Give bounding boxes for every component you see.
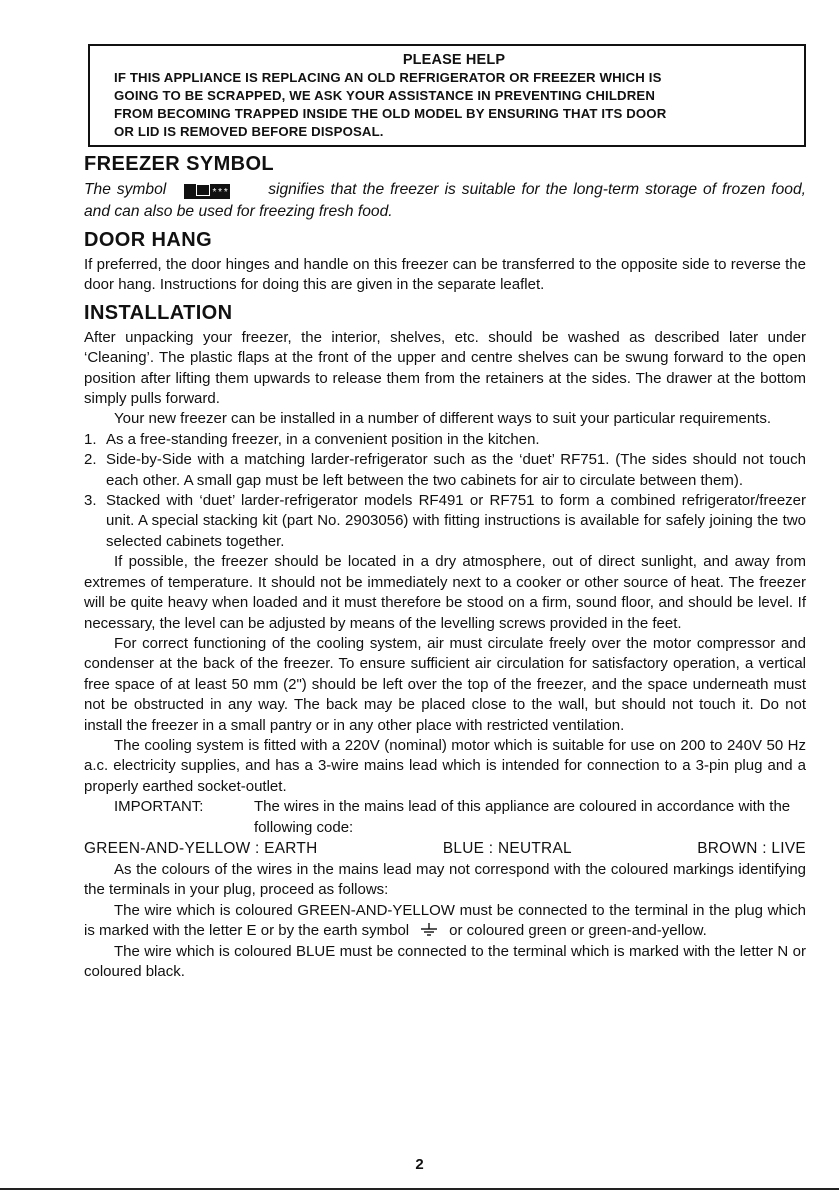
installation-paragraph: For correct functioning of the cooling system, air must circulate freely over the motor compressor and condenser at the back of the freezer. To ensure sufficient air circulation for satisfactory operation, a vertical free space of at least 50 mm (2") should be left over the top of the freezer, and the space underneath must not be obstructed in any way. The back may be placed close to the wall, but should not touch it. Do not install the freezer in a small pantry or in any other place with restricted ventilation. [84,634,806,734]
notice-line: FROM BECOMING TRAPPED INSIDE THE OLD MODEL BY ENSURING THAT ITS DOOR [114,106,667,121]
installation-paragraph: After unpacking your freezer, the interior, shelves, etc. should be washed as described later under ‘Cleaning’. The plastic flaps at the front of the upper and centre shelves can be swung forward to the open position after lifting them upwards to release them from the retainers at the sides. The drawer at the bottom simply pulls forward. [84,328,806,408]
symbol-pre-text: The symbol [84,181,167,198]
freezer-square-icon [196,184,210,196]
notice-line: IF THIS APPLIANCE IS REPLACING AN OLD REFRIGERATOR OR FREEZER WHICH IS [114,70,662,85]
four-star-freezer-icon [184,184,230,199]
list-number: 1. [84,430,97,448]
page-number: 2 [415,1156,424,1173]
installation-options-list [84,430,806,552]
list-item [84,430,806,450]
notice-line: GOING TO BE SCRAPPED, WE ASK YOUR ASSISTANCE IN PREVENTING CHILDREN [114,88,656,103]
list-item [84,491,806,552]
important-text: The wires in the mains lead of this appliance are coloured in accordance with the following code: [254,798,791,836]
code-neutral: BLUE : NEUTRAL [442,839,572,857]
installation-paragraph: If possible, the freezer should be located in a dry atmosphere, out of direct sunlight, and away from extremes of temperature. It should not be immediately next to a cooker or other source of heat. The freezer will be quite heavy when loaded and it must therefore be stood on a firm, sound floor, and should be level. If necessary, the level can be adjusted by means of the levelling screws provided in the feet. [84,553,806,632]
list-number: 3. [84,492,97,510]
earth-text-pre: The wire which is coloured GREEN-AND-YELLOW must be connected to the terminal in the plug which is marked with the letter E or by the earth symbol [84,901,806,940]
important-label: IMPORTANT: [114,798,204,816]
freezer-symbol-text [84,179,806,223]
code-live: BROWN : LIVE [697,839,806,857]
earth-wire-paragraph [84,901,806,942]
list-text: Side-by-Side with a matching larder-refrigerator such as the ‘duet’ RF751. (The sides should not touch each other. A small gap must be left between the two cabinets for air to circulate between them). [106,451,806,489]
installation-heading: INSTALLATION [84,301,233,324]
list-item [84,450,806,491]
installation-paragraph: The cooling system is fitted with a 220V (nominal) motor which is suitable for use on 200 to 240V 50 Hz a.c. electricity supplies, and has a 3-wire mains lead which is intended for connection to a 3-pin plug and a properly earthed socket-outlet. [84,736,806,795]
bottom-rule [0,1188,839,1190]
freezer-symbol-heading: FREEZER SYMBOL [84,153,275,175]
notice-title: PLEASE HELP [402,52,506,68]
list-number: 2. [84,451,97,469]
code-earth: GREEN-AND-YELLOW : EARTH [84,839,318,857]
symbol-stars: * * * [212,187,228,198]
door-hang-text: If preferred, the door hinges and handle on this freezer can be transferred to the opposite side to reverse the door hang. Instructions for doing this are given in the separate leaflet. [84,256,806,294]
notice-line: OR LID IS REMOVED BEFORE DISPOSAL. [114,124,384,139]
list-text: As a free-standing freezer, in a convenient position in the kitchen. [106,430,540,448]
wire-colour-codes [84,838,806,860]
page-content [84,44,806,982]
installation-paragraph: As the colours of the wires in the mains lead may not correspond with the coloured markings identifying the terminals in your plug, proceed as follows: [84,860,806,899]
earth-text-post: or coloured green or green-and-yellow. [449,922,707,940]
important-note [84,797,806,838]
list-text: Stacked with ‘duet’ larder-refrigerator models RF491 or RF751 to form a combined refrigerator/freezer unit. A special stacking kit (part No. 2903056) with fitting instructions is available for safely joining the two selected cabinets together. [106,492,806,550]
symbol-post-text: signifies that the freezer is suitable for the long-term storage of frozen food, and can also be used for freezing fresh food. [84,181,806,220]
earth-symbol-icon [419,923,439,937]
door-hang-heading: DOOR HANG [84,229,213,251]
installation-paragraph: The wire which is coloured BLUE must be connected to the terminal which is marked with the letter N or coloured black. [84,942,806,980]
installation-paragraph: Your new freezer can be installed in a number of different ways to suit your particular requirements. [114,410,772,428]
please-help-notice [88,44,806,147]
